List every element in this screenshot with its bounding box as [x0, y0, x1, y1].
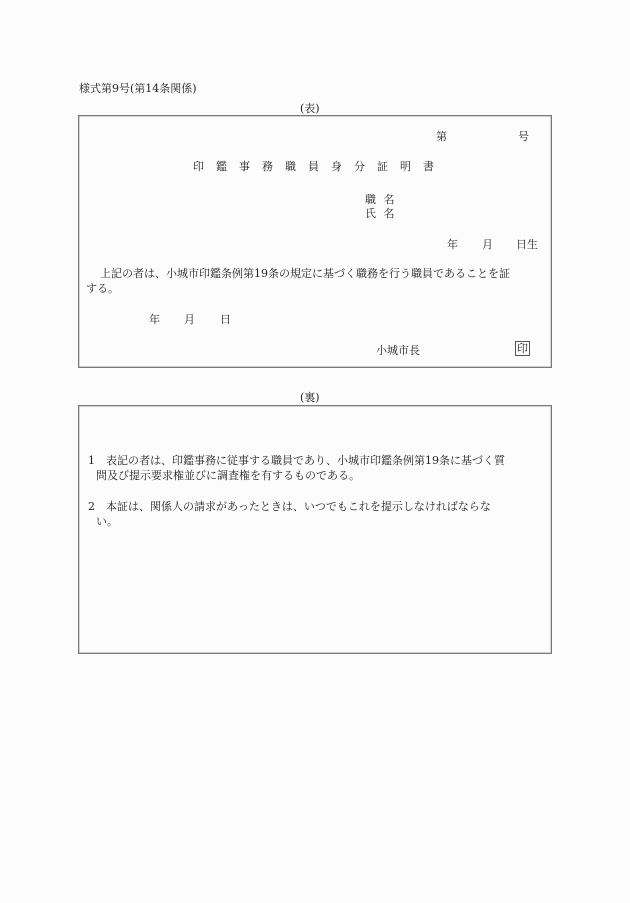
item-1-line-2: 問及び提示要求権並びに調査権を有するものである。	[96, 469, 360, 482]
form-number-label: 様式第9号(第14条関係)	[79, 82, 197, 95]
document-title: 印鑑事務職員身分証明書	[193, 160, 446, 173]
issue-month: 月	[184, 313, 195, 326]
front-side-box	[78, 115, 552, 368]
issue-day: 日	[220, 313, 231, 326]
item-2-line-2: い。	[96, 515, 118, 528]
number-prefix: 第	[436, 130, 447, 143]
issue-year: 年	[149, 313, 160, 326]
item-1-line-1: 1 表記の者は、印鑑事務に従事する職員であり、小城市印鑑条例第19条に基づく質	[88, 454, 505, 467]
back-side-label: (裏)	[300, 391, 320, 404]
name-label: 氏 名	[365, 207, 395, 220]
birth-year: 年	[447, 238, 458, 251]
birth-day: 日生	[516, 238, 538, 251]
front-side-label: (表)	[300, 102, 320, 115]
seal-mark: 印	[517, 342, 528, 355]
back-side-box	[78, 405, 552, 654]
number-suffix: 号	[518, 130, 529, 143]
birth-month: 月	[482, 238, 493, 251]
item-2-line-1: 2 本証は、関係人の請求があったときは、いつでもこれを提示しなければならな	[88, 500, 491, 513]
issuer-mayor: 小城市長	[376, 344, 420, 357]
certification-line-1: 上記の者は、小城市印鑑条例第19条の規定に基づく職務を行う職員であることを証	[100, 267, 510, 280]
certification-line-2: する。	[86, 282, 119, 295]
position-label: 職 名	[365, 193, 395, 206]
